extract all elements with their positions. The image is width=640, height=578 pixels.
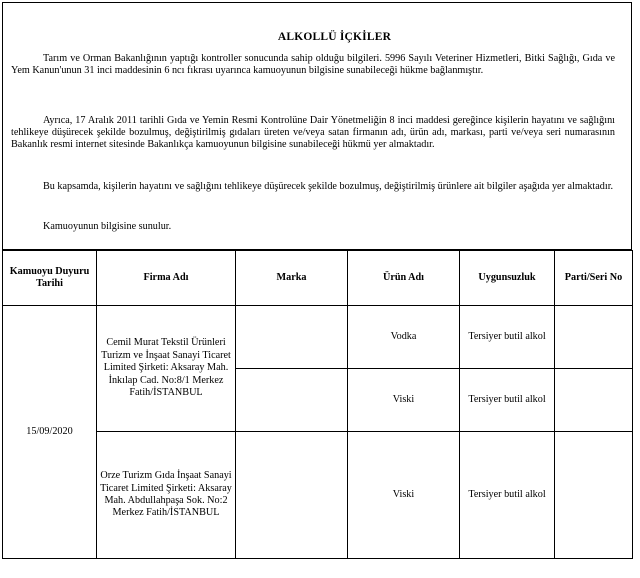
intro-paragraph-1: Tarım ve Orman Bakanlığının yaptığı kontroller sonucunda sahip olduğu bilgileri. 5996 Sayılı Veteriner Hizmetleri, Bitki Sağlığı, Gıda ve Yem Kanun'unun 31 inci maddesinin 6 ncı fıkrası uyarınca kamuoyunun bilgisine sunabileceği hükme bağlanmıştır.: [11, 53, 615, 77]
header-nonconformity: Uygunsuzluk: [460, 251, 555, 306]
batch-cell: [555, 306, 633, 369]
recall-table: [2, 250, 633, 559]
firm-cell: Cemil Murat Tekstil Ürünleri Turizm ve İnşaat Sanayi Ticaret Limited Şirketi: Aksaray Mah. İnkılap Cad. No:8/1 Merkez Fatih/İSTANBUL: [97, 306, 236, 432]
intro-paragraph-2: Ayrıca, 17 Aralık 2011 tarihli Gıda ve Yemin Resmi Kontrolüne Dair Yönetmeliğin 8 inci maddesi gereğince kişilerin hayatını ve sağlığını tehlikeye düşürecek şekilde bozulmuş, değiştirilmiş gıdaları üreten ve/veya satan firmanın adı, ürün adı, markası, parti ve/veya seri numarasının Bakanlık resmi internet sitesinde Bakanlıkça kamuoyunun bilgisine sunabileceği hükmü yer almaktadır.: [11, 115, 615, 151]
header-date: Kamuoyu Duyuru Tarihi: [3, 251, 97, 306]
product-cell: Viski: [348, 369, 460, 432]
nonconformity-cell: Tersiyer butil alkol: [460, 432, 555, 559]
table-row: [3, 306, 633, 369]
document-title: [3, 31, 631, 43]
batch-cell: [555, 369, 633, 432]
nonconformity-cell: Tersiyer butil alkol: [460, 306, 555, 369]
product-cell: Vodka: [348, 306, 460, 369]
header-batch: Parti/Seri No: [555, 251, 633, 306]
intro-paragraph-3: Bu kapsamda, kişilerin hayatını ve sağlığını tehlikeye düşürecek şekilde bozulmuş, değiştirilmiş ürünlere ait bilgiler aşağıda yer almaktadır.: [43, 181, 614, 192]
table-row: [3, 432, 633, 559]
header-product: Ürün Adı: [348, 251, 460, 306]
nonconformity-cell: Tersiyer butil alkol: [460, 369, 555, 432]
document-title-text: ALKOLLÜ İÇKİLER: [277, 31, 392, 43]
brand-cell: [236, 306, 348, 369]
brand-cell: [236, 432, 348, 559]
date-cell: 15/09/2020: [3, 306, 97, 559]
header-brand: Marka: [236, 251, 348, 306]
batch-cell: [555, 432, 633, 559]
intro-paragraph-4: Kamuoyunun bilgisine sunulur.: [43, 221, 172, 232]
header-firm: Firma Adı: [97, 251, 236, 306]
table-header-row: [3, 251, 633, 306]
brand-cell: [236, 369, 348, 432]
document-intro-frame: [2, 2, 632, 250]
product-cell: Viski: [348, 432, 460, 559]
firm-cell: Orze Turizm Gıda İnşaat Sanayi Ticaret Limited Şirketi: Aksaray Mah. Abdullahpaşa Sok. No:2 Merkez Fatih/İSTANBUL: [97, 432, 236, 559]
